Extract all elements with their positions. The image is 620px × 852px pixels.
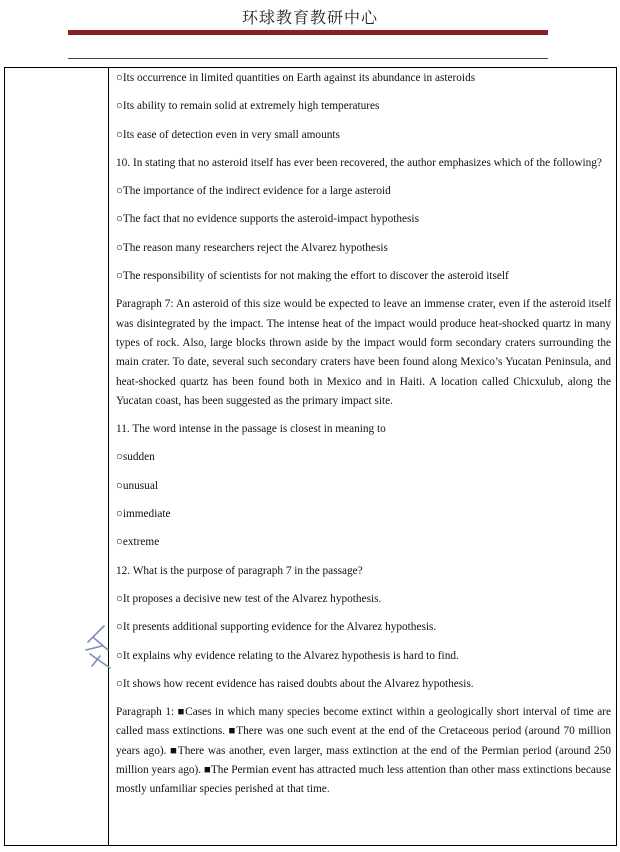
paragraph-1: Paragraph 1: ■Cases in which many species become extinct within a geologically short interval of time are called mass extinctions. ■There was one such event at the end of the Cretaceous period (around 70 million years ago). ■There was another, even larger, mass extinction at the end of the Permian period (around 250 million years ago). ■The Permian event has attracted much less attention than other mass extinctions because mostly unfamiliar species perished at that time. [116, 706, 611, 796]
answer-option: ○It shows how recent evidence has raised doubts about the Alvarez hypothesis. [116, 677, 474, 690]
answer-option: ○Its occurrence in limited quantities on Earth against its abundance in asteroids [116, 72, 476, 84]
answer-option: ○It explains why evidence relating to the Alvarez hypothesis is hard to find. [116, 649, 459, 662]
answer-option: ○unusual [116, 479, 158, 492]
left-margin-column [5, 68, 109, 845]
answer-option: ○Its ability to remain solid at extremely high temperatures [116, 100, 380, 113]
answer-option: ○Its ease of detection even in very small amounts [116, 128, 340, 141]
answer-option: ○The responsibility of scientists for not making the effort to discover the asteroid itself [116, 270, 509, 283]
header-rule-thick [68, 30, 548, 35]
answer-option: ○The importance of the indirect evidence for a large asteroid [116, 185, 391, 198]
question-10: 10. In stating that no asteroid itself has ever been recovered, the author emphasizes which of the following? [116, 156, 602, 169]
answer-option: ○It proposes a decisive new test of the Alvarez hypothesis. [116, 592, 382, 605]
question-content [116, 69, 611, 809]
answer-option: ○extreme [116, 536, 160, 549]
page-header-title: 环球教育教研中心 [241, 8, 378, 27]
header-rule-thin [68, 58, 548, 59]
answer-option: ○sudden [116, 451, 155, 464]
paragraph-7: Paragraph 7: An asteroid of this size would be expected to leave an immense crater, even if the asteroid itself was disintegrated by the impact. The intense heat of the impact would produce heat-shocked quartz in many types of rock. Also, large blocks thrown aside by the impact would form secondary craters surrounding the main crater. To date, several such secondary craters have been found along Mexico’s Yucatan Peninsula, and heat-shocked quartz has been found both in Mexico and in Haiti. A location called Chicxulub, along the Yucatan coast, has been suggested as the primary impact site. [116, 298, 611, 407]
answer-option: ○immediate [116, 508, 171, 521]
question-11: 11. The word intense in the passage is closest in meaning to [116, 423, 386, 436]
question-12: 12. What is the purpose of paragraph 7 in the passage? [116, 564, 363, 577]
answer-option: ○It presents additional supporting evidence for the Alvarez hypothesis. [116, 621, 437, 634]
answer-option: ○The reason many researchers reject the Alvarez hypothesis [116, 241, 388, 254]
content-frame [4, 67, 617, 846]
answer-option: ○The fact that no evidence supports the asteroid-impact hypothesis [116, 213, 419, 226]
